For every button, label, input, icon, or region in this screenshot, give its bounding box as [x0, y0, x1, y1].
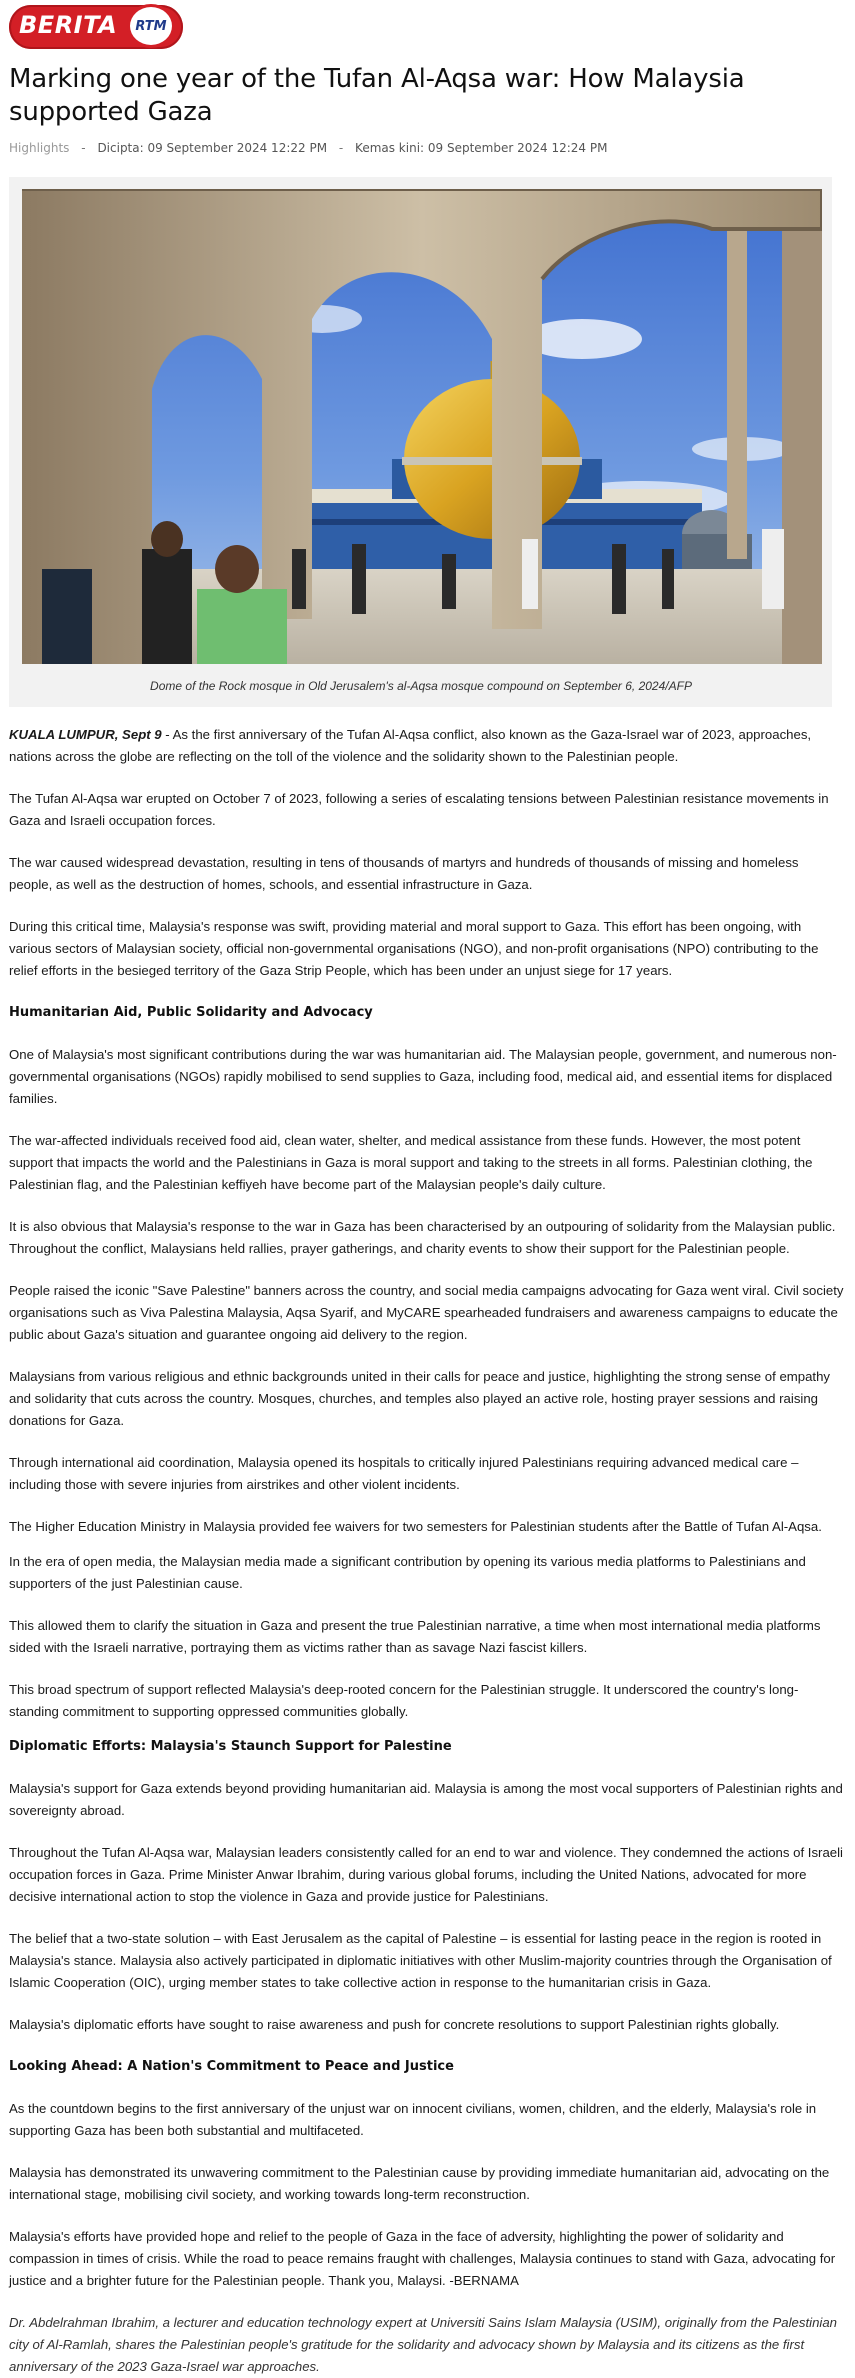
- category-link[interactable]: Highlights: [9, 141, 70, 155]
- paragraph: It is also obvious that Malaysia's response to the war in Gaza has been characterised by an outpouring of solidarity from the Malaysian public. Throughout the conflict, Malaysians held rallies, prayer gatherings, and charity events to show their support for the Palestinian people.: [9, 1219, 836, 1256]
- paragraph: Malaysia's support for Gaza extends beyond providing humanitarian aid. Malaysia is among the most vocal supporters of Palestinian rights and sovereignty abroad.: [9, 1781, 843, 1818]
- dome-of-the-rock-photo: [22, 189, 822, 664]
- paragraph: The Tufan Al-Aqsa war erupted on October 7 of 2023, following a series of escalating tensions between Palestinian resistance movements in Gaza and Israeli occupation forces.: [9, 791, 829, 828]
- published-date: Dicipta: 09 September 2024 12:22 PM: [97, 141, 328, 155]
- paragraph: Malaysia's diplomatic efforts have sought to raise awareness and push for concrete resolutions to support Palestinian rights globally.: [9, 2017, 780, 2032]
- rtm-badge-icon: [127, 4, 175, 48]
- image-caption: Dome of the Rock mosque in Old Jerusalem's al-Aqsa mosque compound on September 6, 2024/AFP: [150, 679, 692, 693]
- meta-separator: -: [338, 141, 344, 155]
- section-heading: Humanitarian Aid, Public Solidarity and Advocacy: [9, 1005, 373, 1020]
- paragraph: Malaysians from various religious and ethnic backgrounds united in their calls for peace and justice, highlighting the strong sense of empathy and solidarity that cuts across the country. Mosques, churches, and temples also played an active role, hosting prayer sessions and raising donations for Gaza.: [9, 1369, 831, 1428]
- lead-text: - As the first anniversary of the Tufan Al-Aqsa conflict, also known as the Gaza-Israel war of 2023, approaches, nations across the globe are reflecting on the toll of the violence and the solidarity shown to the Palestinian people.: [9, 727, 812, 764]
- paragraph: The war-affected individuals received food aid, clean water, shelter, and medical assistance from these funds. However, the most potent support that impacts the world and the Palestinians in Gaza is moral support and taking to the streets in all forms. Palestinian clothing, the Palestinian flag, and the Palestinian keffiyeh have become part of the Malaysian people's daily culture.: [9, 1133, 813, 1192]
- paragraph: The war caused widespread devastation, resulting in tens of thousands of martyrs and hundreds of thousands of missing and homeless people, as well as the destruction of homes, schools, and essential infrastructure in Gaza.: [9, 855, 799, 892]
- paragraph: This allowed them to clarify the situation in Gaza and present the true Palestinian narrative, a time when most international media platforms sided with the Israeli narrative, portraying them as victims rather than as savage Nazi fascist killers.: [9, 1618, 821, 1655]
- logo-brand-text: BERITA: [19, 11, 118, 39]
- section-heading: Looking Ahead: A Nation's Commitment to Peace and Justice: [9, 2059, 454, 2074]
- paragraph: As the countdown begins to the first anniversary of the unjust war on innocent civilians, women, children, and the elderly, Malaysia's role in supporting Gaza has been both substantial and multifaceted.: [9, 2101, 817, 2138]
- article-title: Marking one year of the Tufan Al-Aqsa war: How Malaysia supported Gaza: [9, 64, 745, 127]
- paragraph: Throughout the Tufan Al-Aqsa war, Malaysian leaders consistently called for an end to war and violence. They condemned the actions of Israeli occupation forces in Gaza. Prime Minister Anwar Ibrahim, during various global forums, including the United Nations, advocated for more decisive international action to stop the violence in Gaza and provide justice for Palestinians.: [9, 1845, 843, 1904]
- paragraph: The Higher Education Ministry in Malaysia provided fee waivers for two semesters for Palestinian students after the Battle of Tufan Al-Aqsa.: [9, 1519, 822, 1534]
- article-figure: [9, 177, 832, 707]
- berita-rtm-logo[interactable]: [9, 2, 179, 52]
- meta-separator: -: [81, 141, 86, 155]
- paragraph: Through international aid coordination, Malaysia opened its hospitals to critically injured Palestinians requiring advanced medical care – including those with severe injuries from airstrikes and other violent incidents.: [9, 1455, 799, 1492]
- lead-paragraph: [9, 724, 845, 768]
- paragraph: Malaysia's efforts have provided hope and relief to the people of Gaza in the face of adversity, highlighting the power of solidarity and compassion in times of crisis. While the road to peace remains fraught with challenges, Malaysia continues to stand with Gaza, advocating for justice and a brighter future for the Palestinian people. Thank you, Malaysi. -BERNAMA: [9, 2229, 836, 2288]
- paragraph: During this critical time, Malaysia's response was swift, providing material and moral support to Gaza. This effort has been ongoing, with various sectors of Malaysian society, official non-governmental organisations (NGO), and non-profit organisations (NPO) contributing to the relief efforts in the besieged territory of the Gaza Strip People, which has been under an unjust siege for 17 years.: [9, 919, 819, 978]
- paragraph: People raised the iconic "Save Palestine" banners across the country, and social media campaigns advocating for Gaza went viral. Civil society organisations such as Viva Palestina Malaysia, Aqsa Syarif, and MyCARE spearheaded fundraisers and awareness campaigns to educate the public about Gaza's situation and guarantee ongoing aid delivery to the region.: [9, 1283, 844, 1342]
- section-heading: Diplomatic Efforts: Malaysia's Staunch Support for Palestine: [9, 1739, 452, 1754]
- paragraph: The belief that a two-state solution – with East Jerusalem as the capital of Palestine – is essential for lasting peace in the region is rooted in Malaysia's stance. Malaysia also actively participated in diplomatic initiatives with other Muslim-majority countries through the Organisation of Islamic Cooperation (OIC), urging member states to take collective action in response to the humanitarian crisis in Gaza.: [9, 1931, 832, 1990]
- article-body: [9, 724, 845, 2378]
- paragraph: In the era of open media, the Malaysian media made a significant contribution by opening its various media platforms to Palestinians and supporters of the just Palestinian cause.: [9, 1554, 806, 1591]
- author-note: Dr. Abdelrahman Ibrahim, a lecturer and education technology expert at Universiti Sains Islam Malaysia (USIM), originally from the Palestinian city of Al-Ramlah, shares the Palestinian people's gratitude for the solidarity and advocacy shown by Malaysia and its citizens as the first anniversary of the 2023 Gaza-Israel war approaches.: [9, 2315, 838, 2374]
- article-meta: [9, 141, 845, 155]
- updated-date: Kemas kini: 09 September 2024 12:24 PM: [355, 141, 608, 155]
- paragraph: Malaysia has demonstrated its unwavering commitment to the Palestinian cause by providing immediate humanitarian aid, advocating on the international stage, mobilising civil society, and working towards long-term reconstruction.: [9, 2165, 830, 2202]
- rtm-badge-text: RTM: [135, 18, 167, 34]
- paragraph: One of Malaysia's most significant contributions during the war was humanitarian aid. The Malaysian people, government, and numerous non-governmental organisations (NGOs) rapidly mobilised to send supplies to Gaza, including food, medical aid, and essential items for displaced families.: [9, 1047, 837, 1106]
- article-page: [0, 2, 855, 2378]
- paragraph: This broad spectrum of support reflected Malaysia's deep-rooted concern for the Palestinian struggle. It underscored the country's long-standing commitment to supporting oppressed communities globally.: [9, 1682, 799, 1719]
- dateline: KUALA LUMPUR, Sept 9: [9, 727, 162, 742]
